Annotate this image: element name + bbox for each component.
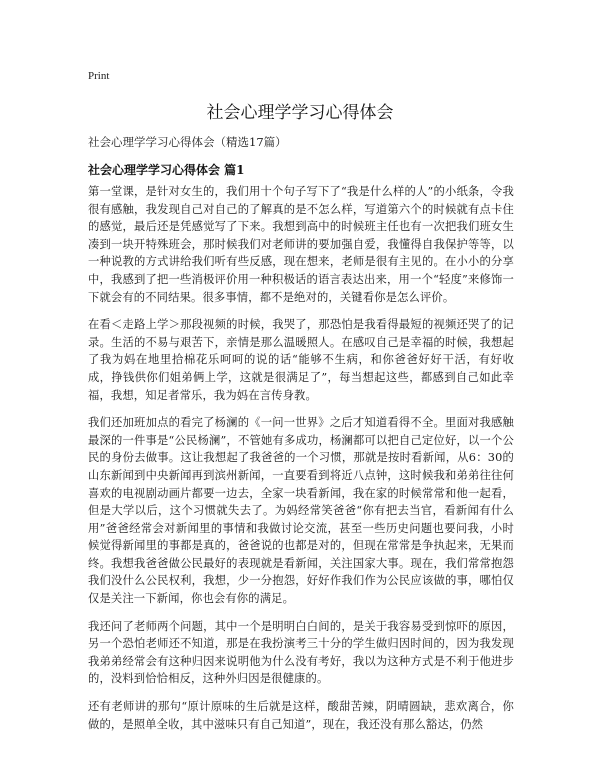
paragraph: 在看＜走路上学＞那段视频的时候，我哭了，那恐怕是我看得最短的视频还哭了的记录。生活的不易与艰苦下，亲情是那么温暖照人。在感叹自己是幸福的时候，我想起了我为妈在地里拾棉花乐呵呵的说的话“能够不生病，和你爸爸好好干活，有好收成，挣钱供你们姐弟俩上学，这就是很满足了”，每当想起这些，都感到自己如此幸福，我想，知足者常乐，我为妈在言传身教。 — [88, 318, 514, 402]
print-link[interactable]: Print — [88, 70, 110, 82]
article-body — [88, 183, 514, 743]
section-heading: 社会心理学学习心得体会 篇1 — [88, 163, 245, 177]
paragraph: 还有老师讲的那句“原计原味的生后就是这样，酸甜苦辣，阴晴圆缺，悲欢离合，你做的，是照单全收，其中滋味只有自己知道”，现在，我还没有那么豁达，仍然 — [88, 700, 514, 731]
paragraph: 第一堂课，是针对女生的，我们用十个句子写下了“我是什么样的人”的小纸条，令我很有感触，我发现自己对自己的了解真的是不怎么样，写道第六个的时候就有点卡住的感觉，最后还是凭感觉写了下来。我想到高中的时候班主任也有一次把我们班女生凑到一块开特殊班会，那时候我们对老师讲的要加强自爱，我懂得自我保护等等，以一种说教的方式讲给我们听有些反感，现在想来，老师是很有主见的。在小小的分享中，我感到了把一些消极评价用一种积极话的语言表达出来，用一个“轻度”来修饰一下就会有的不同结果。很多事情，都不是绝对的，关键看你是怎么评价。 — [88, 185, 514, 304]
page-title: 社会心理学学习心得体会 — [206, 103, 394, 123]
paragraph: 我们还加班加点的看完了杨澜的《一问一世界》之后才知道看得不全。里面对我感触最深的一件事是“公民杨澜”，不管她有多成功，杨澜都可以把自己定位好，以一个公民的身份去做事。这让我想起了我爸爸的一个习惯，那就是按时看新闻，从6：30的山东新闻到中央新闻再到滨州新闻，一直要看到将近八点钟，这时候我和弟弟往往何喜欢的电视剧动画片都要一边去，全家一块看新闻，我在家的时候常常和他一起看，但是大学以后，这个习惯就失去了。为妈经常笑爸爸“你有把去当官，看新闻有什么用”爸爸经常会对新闻里的事情和我做讨论交流，甚至一些历史问题也要问我，小时候觉得新闻里的事都是真的，爸爸说的也都是对的，但现在常常是争执起来，无果而终。我想我爸爸做公民最好的表现就是看新闻，关注国家大事。现在，我们常常抱怨我们没什么公民权利，我想，少一分抱怨，好好作我们作为公民应该做的事，哪怕仅仅是关注一下新闻，你也会有你的满足。 — [88, 416, 514, 606]
paragraph: 我还问了老师两个问题，其中一个是明明白白间的，是关于我容易受到惊吓的原因，另一个恐怕老师还不知道，那是在我扮演考三十分的学生做归因时间的，因为我发现我弟弟经常会有这种归因来说明他为什么没有考好，我以为这种方式是不利于他进步的，没料到恰恰相反，这种外归因是很健康的。 — [88, 619, 514, 686]
document-subtitle: 社会心理学学习心得体会（精选17篇） — [88, 135, 287, 149]
